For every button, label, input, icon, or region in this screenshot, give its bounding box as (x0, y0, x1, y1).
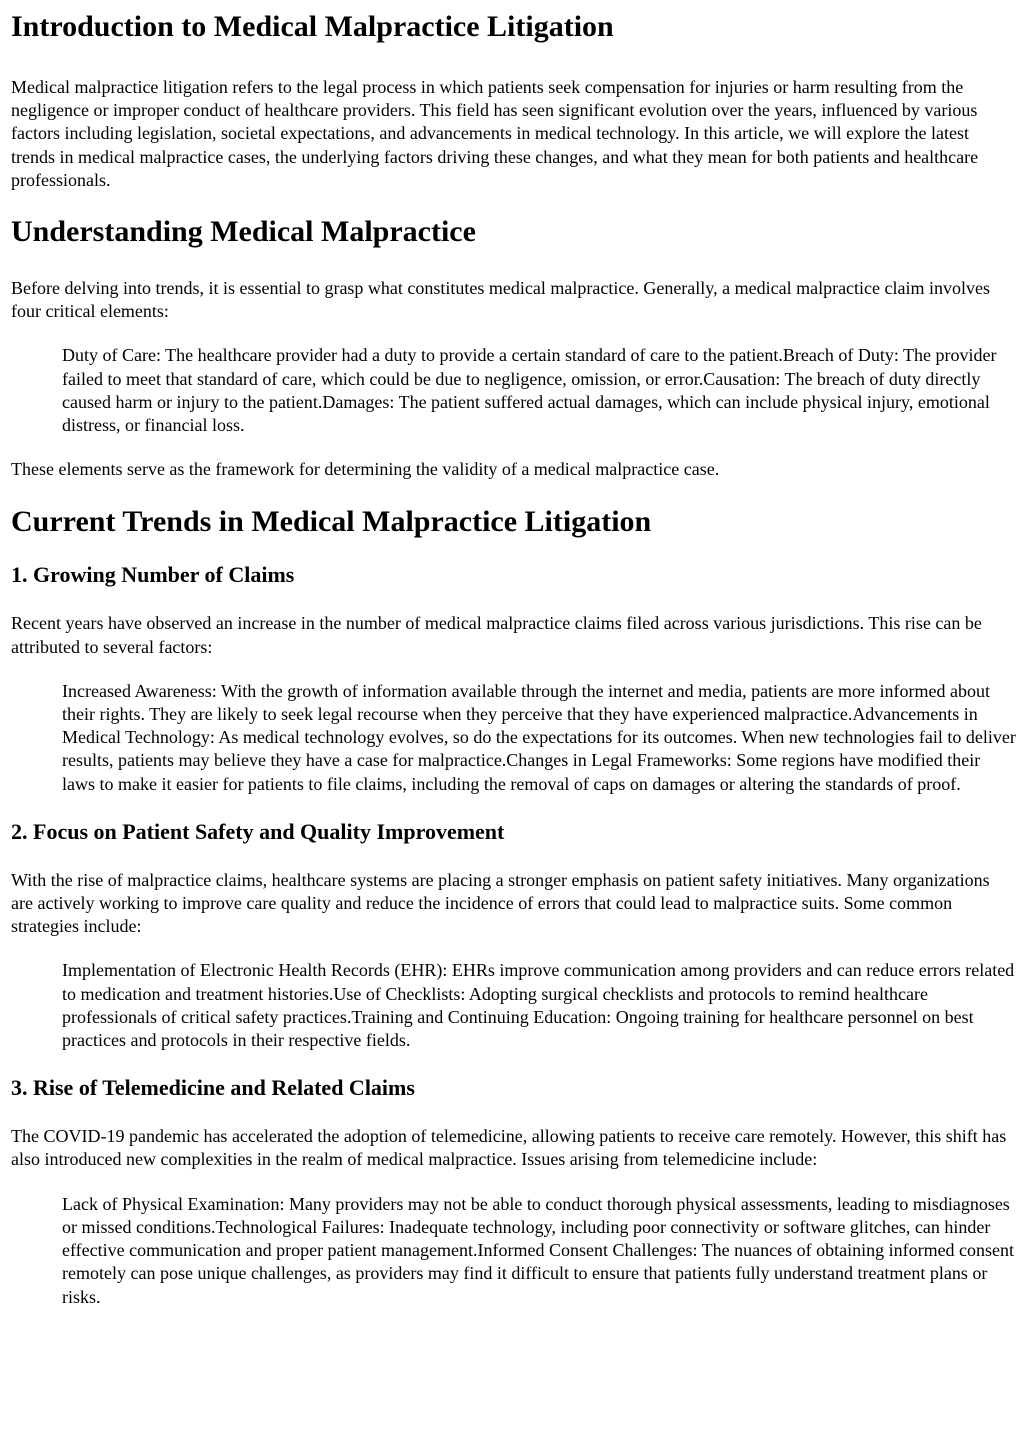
section-heading: 3. Rise of Telemedicine and Related Claims (11, 1075, 415, 1101)
section-heading: 1. Growing Number of Claims (11, 562, 295, 588)
understanding-heading: Understanding Medical Malpractice (11, 215, 476, 249)
understanding-lead-paragraph: Before delving into trends, it is essential to grasp what constitutes medical malpractice. Generally, a medical malpractice claim involves four critical elements: (11, 278, 991, 322)
section-lead-paragraph: The COVID-19 pandemic has accelerated the adoption of telemedicine, allowing patients to receive care remotely. However, this shift has also introduced new complexities in the realm of medical malpractice. Issues arising from telemedicine include: (11, 1126, 1007, 1170)
section-points-list: Lack of Physical Examination: Many providers may not be able to conduct thorough physical assessments, leading to misdiagnoses or missed conditions.Technological Failures: Inadequate technology, including poor connectivity or software glitches, can hinder effective communication and proper patient management.Informed Consent Challenges: The nuances of obtaining informed consent remotely can pose unique challenges, as providers may find it difficult to ensure that patients fully understand treatment plans or risks. (62, 1193, 1015, 1307)
section-lead-paragraph: Recent years have observed an increase in the number of medical malpractice claims filed across various jurisdictions. This rise can be attributed to several factors: (11, 613, 982, 657)
section-lead-paragraph: With the rise of malpractice claims, healthcare systems are placing a stronger emphasis on patient safety initiatives. Many organizations are actively working to improve care quality and reduce the incidence of errors that could lead to malpractice suits. Some common strategies include: (11, 869, 990, 937)
understanding-closing-paragraph: These elements serve as the framework for determining the validity of a medical malpractice case. (11, 459, 720, 480)
section-heading: 2. Focus on Patient Safety and Quality Improvement (11, 818, 505, 844)
page-title: Introduction to Medical Malpractice Litigation (11, 10, 614, 43)
trends-heading: Current Trends in Medical Malpractice Litigation (11, 505, 652, 539)
intro-paragraph: Medical malpractice litigation refers to the legal process in which patients seek compensation for injuries or harm resulting from the negligence or improper conduct of healthcare providers. This field has seen significant evolution over the years, influenced by various factors including legislation, societal expectations, and advancements in medical technology. In this article, we will explore the latest trends in medical malpractice cases, the underlying factors driving these changes, and what they mean for both patients and healthcare professionals. (11, 77, 979, 190)
section-points-list: Implementation of Electronic Health Records (EHR): EHRs improve communication among providers and can reduce errors related to medication and treatment histories.Use of Checklists: Adopting surgical checklists and protocols to remind healthcare professionals of critical safety practices.Training and Continuing Education: Ongoing training for healthcare personnel on best practices and protocols in their respective fields. (62, 960, 1015, 1051)
elements-list: Duty of Care: The healthcare provider had a duty to provide a certain standard of care to the patient.Breach of Duty: The provider failed to meet that standard of care, which could be due to negligence, omission, or error.Causation: The breach of duty directly caused harm or injury to the patient.Damages: The patient suffered actual damages, which can include physical injury, emotional distress, or financial loss. (62, 345, 997, 436)
section-points-list: Increased Awareness: With the growth of information available through the internet and media, patients are more informed about their rights. They are likely to seek legal recourse when they perceive that they have experienced malpractice.Advancements in Medical Technology: As medical technology evolves, so do the expectations for its outcomes. When new technologies fail to deliver results, patients may believe they have a case for malpractice.Changes in Legal Frameworks: Some regions have modified their laws to make it easier for patients to file claims, including the removal of caps on damages or altering the standards of proof. (62, 680, 1016, 794)
article (0, 10, 1024, 1309)
